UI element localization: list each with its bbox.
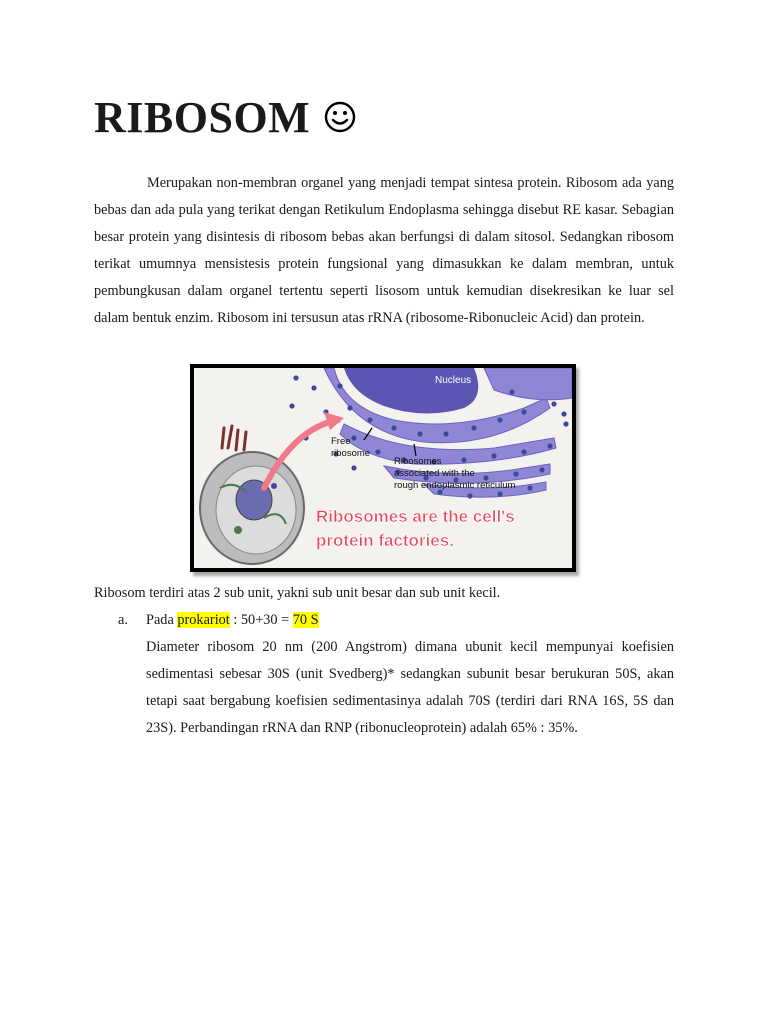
ribosome-figure — [190, 364, 576, 572]
list-marker: a. — [118, 612, 128, 628]
arrowhead-shape — [324, 412, 344, 430]
list-prefix: Pada — [146, 612, 178, 628]
intro-paragraph: Merupakan non-membran organel yang menjadi tempat sintesa protein. Ribosom ada yang bebas dan ada pula yang terikat dengan Retikulum Endoplasma sehingga disebut RE kasar. Sebagian besar protein yang disintesis di ribosom bebas akan berfungsi di dalam sitosol. Sedangkan ribosom terikat umumnya mensistesis protein fungsional yang dimasukkan ke dalam membran, untuk pembungkusan dalam organel tertentu seperti lisosom untuk kemudian disekresikan ke luar sel dalam bentuk enzim. Ribosom ini tersusun atas rRNA (ribosome-Ribonucleic Acid) dan protein. — [94, 175, 674, 326]
free-label-1: Free — [331, 436, 351, 447]
free-label-2: ribosome — [331, 448, 371, 459]
subunit-sentence: Ribosom terdiri atas 2 sub unit, yakni sub unit besar dan sub unit kecil. — [94, 585, 501, 601]
page-title — [94, 92, 356, 143]
smiley-icon — [324, 101, 356, 133]
prokariot-paragraph: Diameter ribosom 20 nm (200 Angstrom) dimana ubunit kecil mempunyai koefisien sedimentasi sebesar 30S (unit Svedberg)* sedangkan subunit besar berukuran 50S, akan tetapi saat bergabung koefisien sedimentasinya adalah 70S (terdiri dari RNA 16S, 5S dan 23S). Perbandingan rRNA dan RNP (ribonucleoprotein) adalah 65% : 35%. — [146, 639, 674, 736]
list-middle: : 50+30 = — [229, 612, 293, 628]
assoc-label-2: associated with the — [394, 468, 475, 479]
highlight-prokariot: prokariot — [177, 612, 230, 628]
nucleus-label: Nucleus — [435, 375, 472, 386]
list-item-a — [118, 607, 319, 634]
assoc-label-1: Ribosomes — [394, 456, 442, 467]
caption-line-2: protein factories. — [316, 531, 454, 550]
assoc-label-3: rough endoplasmic reticulum — [394, 480, 516, 491]
title-text: RIBOSOM — [94, 93, 311, 142]
ribosome-illustration — [194, 368, 572, 568]
caption-line-1: Ribosomes are the cell's — [316, 507, 515, 526]
highlight-70s: 70 S — [292, 612, 319, 628]
